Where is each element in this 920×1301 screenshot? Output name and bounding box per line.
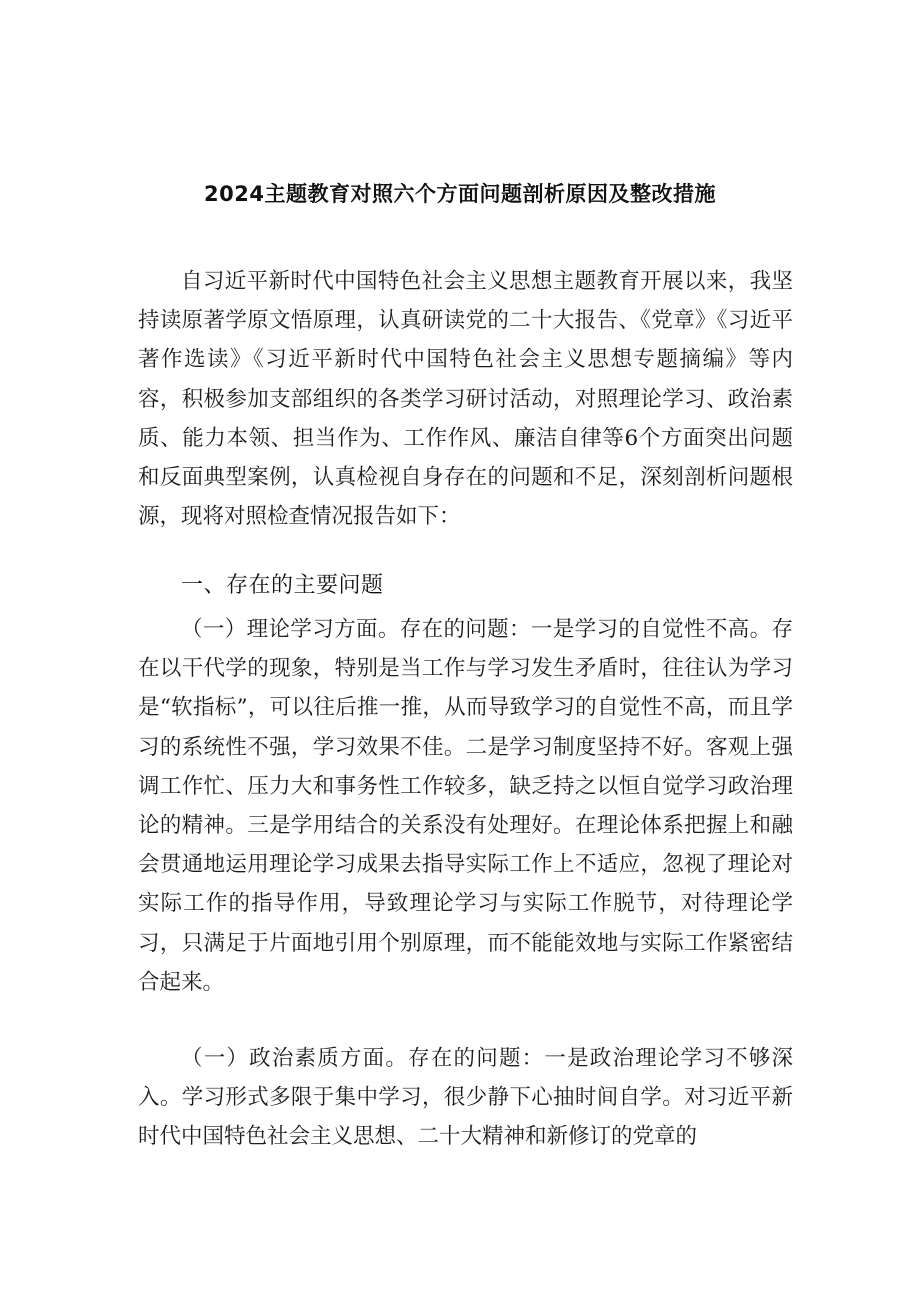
document-title: 2024主题教育对照六个方面问题剖析原因及整改措施	[204, 182, 716, 206]
section-heading: 一、存在的主要问题	[181, 573, 384, 598]
theory-study-paragraph: （一）理论学习方面。存在的问题：一是学习的自觉性不高。存在以干代学的现象，特别是当工作与学习发生矛盾时，往往认为学习是“软指标”，可以往后推一推，从而导致学习的自觉性不高，而且学习的系统性不强，学习效果不佳。二是学习制度坚持不好。客观上强调工作忙、压力大和事务性工作较多，缺乏持之以恒自觉学习政治理论的精神。三是学用结合的关系没有处理好。在理论体系把握上和融会贯通地运用理论学习成果去指导实际工作上不适应，忽视了理论对实际工作的指导作用，导致理论学习与实际工作脱节，对待理论学习，只满足于片面地引用个别原理，而不能能效地与实际工作紧密结合起来。	[138, 617, 793, 995]
intro-paragraph: 自习近平新时代中国特色社会主义思想主题教育开展以来，我坚持读原著学原文悟原理，认真研读党的二十大报告、《党章》《习近平著作选读》《习近平新时代中国特色社会主义思想专题摘编》等内容，积极参加支部组织的各类学习研讨活动，对照理论学习、政治素质、能力本领、担当作为、工作作风、廉洁自律等6个方面突出问题和反面典型案例，认真检视自身存在的问题和不足，深刻剖析问题根源，现将对照检查情况报告如下：	[138, 269, 793, 530]
political-quality-paragraph: （一）政治素质方面。存在的问题：一是政治理论学习不够深入。学习形式多限于集中学习，很少静下心抽时间自学。对习近平新时代中国特色社会主义思想、二十大精神和新修订的党章的	[138, 1046, 793, 1150]
